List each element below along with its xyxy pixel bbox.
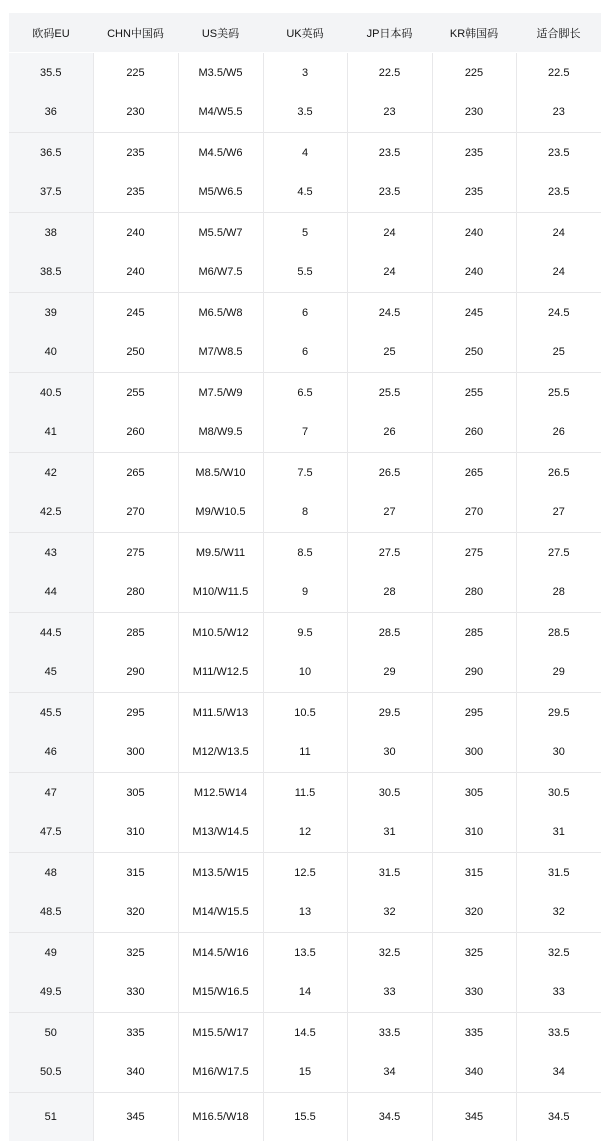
table-row: [9, 173, 601, 213]
cell-chn: 320: [93, 893, 178, 933]
cell-foot-length: 27: [516, 493, 601, 533]
cell-uk: 8: [263, 493, 347, 533]
cell-eu: 43: [9, 533, 93, 573]
cell-eu: 38: [9, 213, 93, 253]
cell-foot-length: 32: [516, 893, 601, 933]
cell-chn: 305: [93, 773, 178, 813]
table-header: [9, 13, 601, 53]
size-table: [9, 13, 601, 1141]
table-row: [9, 53, 601, 93]
cell-eu: 51: [9, 1093, 93, 1141]
cell-jp: 24.5: [347, 293, 432, 333]
cell-us: M13/W14.5: [178, 813, 263, 853]
cell-kr: 315: [432, 853, 516, 893]
cell-kr: 245: [432, 293, 516, 333]
cell-us: M5.5/W7: [178, 213, 263, 253]
cell-chn: 250: [93, 333, 178, 373]
header-kr: KR韩国码: [432, 13, 516, 53]
cell-jp: 28: [347, 573, 432, 613]
cell-jp: 30.5: [347, 773, 432, 813]
cell-foot-length: 33: [516, 973, 601, 1013]
cell-uk: 15.5: [263, 1093, 347, 1141]
header-row: [9, 13, 601, 53]
cell-us: M15/W16.5: [178, 973, 263, 1013]
cell-uk: 6.5: [263, 373, 347, 413]
cell-kr: 295: [432, 693, 516, 733]
cell-jp: 30: [347, 733, 432, 773]
table-row: [9, 933, 601, 973]
table-row: [9, 253, 601, 293]
cell-us: M15.5/W17: [178, 1013, 263, 1053]
cell-uk: 9: [263, 573, 347, 613]
cell-uk: 4: [263, 133, 347, 173]
table-row: [9, 413, 601, 453]
cell-jp: 25: [347, 333, 432, 373]
cell-kr: 225: [432, 53, 516, 93]
cell-eu: 46: [9, 733, 93, 773]
cell-eu: 47: [9, 773, 93, 813]
cell-uk: 12.5: [263, 853, 347, 893]
cell-kr: 320: [432, 893, 516, 933]
cell-kr: 300: [432, 733, 516, 773]
cell-jp: 23.5: [347, 133, 432, 173]
table-row: [9, 613, 601, 653]
table-row: [9, 773, 601, 813]
table-row: [9, 133, 601, 173]
cell-foot-length: 24.5: [516, 293, 601, 333]
cell-foot-length: 31.5: [516, 853, 601, 893]
cell-kr: 290: [432, 653, 516, 693]
cell-uk: 11: [263, 733, 347, 773]
table-row: [9, 533, 601, 573]
cell-foot-length: 29.5: [516, 693, 601, 733]
cell-foot-length: 24: [516, 253, 601, 293]
cell-foot-length: 23: [516, 93, 601, 133]
cell-jp: 24: [347, 253, 432, 293]
cell-kr: 270: [432, 493, 516, 533]
cell-uk: 10: [263, 653, 347, 693]
cell-jp: 33.5: [347, 1013, 432, 1053]
cell-jp: 31: [347, 813, 432, 853]
cell-eu: 42.5: [9, 493, 93, 533]
cell-kr: 230: [432, 93, 516, 133]
header-foot-length: 适合脚长: [516, 13, 601, 53]
cell-chn: 285: [93, 613, 178, 653]
cell-foot-length: 27.5: [516, 533, 601, 573]
cell-uk: 9.5: [263, 613, 347, 653]
cell-eu: 45: [9, 653, 93, 693]
cell-us: M5/W6.5: [178, 173, 263, 213]
cell-eu: 36.5: [9, 133, 93, 173]
cell-kr: 310: [432, 813, 516, 853]
cell-us: M9/W10.5: [178, 493, 263, 533]
cell-jp: 34: [347, 1053, 432, 1093]
cell-us: M14.5/W16: [178, 933, 263, 973]
cell-uk: 4.5: [263, 173, 347, 213]
cell-chn: 265: [93, 453, 178, 493]
cell-us: M3.5/W5: [178, 53, 263, 93]
cell-foot-length: 23.5: [516, 133, 601, 173]
cell-uk: 13.5: [263, 933, 347, 973]
cell-eu: 44.5: [9, 613, 93, 653]
cell-eu: 40: [9, 333, 93, 373]
cell-foot-length: 30: [516, 733, 601, 773]
cell-chn: 280: [93, 573, 178, 613]
table-row: [9, 853, 601, 893]
cell-uk: 6: [263, 293, 347, 333]
cell-jp: 32: [347, 893, 432, 933]
table-row: [9, 693, 601, 733]
cell-chn: 340: [93, 1053, 178, 1093]
cell-eu: 39: [9, 293, 93, 333]
cell-jp: 28.5: [347, 613, 432, 653]
cell-us: M7/W8.5: [178, 333, 263, 373]
cell-uk: 12: [263, 813, 347, 853]
cell-uk: 15: [263, 1053, 347, 1093]
cell-eu: 44: [9, 573, 93, 613]
cell-chn: 230: [93, 93, 178, 133]
cell-jp: 24: [347, 213, 432, 253]
cell-us: M10.5/W12: [178, 613, 263, 653]
cell-kr: 260: [432, 413, 516, 453]
cell-jp: 27.5: [347, 533, 432, 573]
cell-chn: 225: [93, 53, 178, 93]
table-row: [9, 93, 601, 133]
cell-us: M4/W5.5: [178, 93, 263, 133]
table-row: [9, 1053, 601, 1093]
cell-uk: 14: [263, 973, 347, 1013]
cell-kr: 235: [432, 173, 516, 213]
cell-chn: 335: [93, 1013, 178, 1053]
table-row: [9, 1013, 601, 1053]
cell-uk: 3.5: [263, 93, 347, 133]
cell-foot-length: 23.5: [516, 173, 601, 213]
cell-chn: 315: [93, 853, 178, 893]
cell-eu: 45.5: [9, 693, 93, 733]
cell-chn: 270: [93, 493, 178, 533]
cell-uk: 3: [263, 53, 347, 93]
cell-uk: 6: [263, 333, 347, 373]
cell-eu: 48.5: [9, 893, 93, 933]
cell-foot-length: 26.5: [516, 453, 601, 493]
cell-jp: 32.5: [347, 933, 432, 973]
cell-kr: 250: [432, 333, 516, 373]
cell-us: M11/W12.5: [178, 653, 263, 693]
header-chn: CHN中国码: [93, 13, 178, 53]
cell-kr: 265: [432, 453, 516, 493]
cell-eu: 50: [9, 1013, 93, 1053]
table-row: [9, 293, 601, 333]
cell-us: M16.5/W18: [178, 1093, 263, 1141]
table-row: [9, 453, 601, 493]
cell-eu: 38.5: [9, 253, 93, 293]
cell-chn: 255: [93, 373, 178, 413]
table-row: [9, 493, 601, 533]
cell-uk: 14.5: [263, 1013, 347, 1053]
cell-foot-length: 32.5: [516, 933, 601, 973]
cell-jp: 29: [347, 653, 432, 693]
header-jp: JP日本码: [347, 13, 432, 53]
header-uk: UK英码: [263, 13, 347, 53]
cell-kr: 345: [432, 1093, 516, 1141]
cell-chn: 300: [93, 733, 178, 773]
cell-jp: 26.5: [347, 453, 432, 493]
cell-eu: 40.5: [9, 373, 93, 413]
cell-us: M6/W7.5: [178, 253, 263, 293]
table-row: [9, 813, 601, 853]
cell-us: M11.5/W13: [178, 693, 263, 733]
cell-eu: 42: [9, 453, 93, 493]
cell-kr: 255: [432, 373, 516, 413]
cell-eu: 37.5: [9, 173, 93, 213]
cell-us: M12.5W14: [178, 773, 263, 813]
cell-chn: 310: [93, 813, 178, 853]
cell-chn: 275: [93, 533, 178, 573]
cell-uk: 5: [263, 213, 347, 253]
cell-us: M13.5/W15: [178, 853, 263, 893]
cell-jp: 27: [347, 493, 432, 533]
cell-kr: 235: [432, 133, 516, 173]
cell-foot-length: 33.5: [516, 1013, 601, 1053]
cell-us: M7.5/W9: [178, 373, 263, 413]
cell-chn: 245: [93, 293, 178, 333]
cell-us: M4.5/W6: [178, 133, 263, 173]
table-row: [9, 733, 601, 773]
cell-foot-length: 29: [516, 653, 601, 693]
cell-eu: 50.5: [9, 1053, 93, 1093]
table-row: [9, 973, 601, 1013]
cell-eu: 36: [9, 93, 93, 133]
cell-chn: 345: [93, 1093, 178, 1141]
cell-eu: 47.5: [9, 813, 93, 853]
table-row: [9, 573, 601, 613]
cell-chn: 290: [93, 653, 178, 693]
cell-foot-length: 31: [516, 813, 601, 853]
cell-kr: 335: [432, 1013, 516, 1053]
cell-us: M14/W15.5: [178, 893, 263, 933]
cell-kr: 340: [432, 1053, 516, 1093]
cell-jp: 23.5: [347, 173, 432, 213]
size-chart: [9, 13, 601, 1141]
cell-kr: 280: [432, 573, 516, 613]
cell-kr: 285: [432, 613, 516, 653]
table-row: [9, 333, 601, 373]
cell-eu: 48: [9, 853, 93, 893]
cell-jp: 31.5: [347, 853, 432, 893]
cell-us: M12/W13.5: [178, 733, 263, 773]
cell-chn: 235: [93, 173, 178, 213]
cell-jp: 34.5: [347, 1093, 432, 1141]
cell-us: M8/W9.5: [178, 413, 263, 453]
cell-foot-length: 28: [516, 573, 601, 613]
header-eu: 欧码EU: [9, 13, 93, 53]
cell-eu: 49: [9, 933, 93, 973]
cell-eu: 49.5: [9, 973, 93, 1013]
table-row: [9, 213, 601, 253]
cell-kr: 275: [432, 533, 516, 573]
cell-uk: 7: [263, 413, 347, 453]
cell-us: M8.5/W10: [178, 453, 263, 493]
cell-chn: 235: [93, 133, 178, 173]
table-body: [9, 53, 601, 1141]
cell-chn: 240: [93, 213, 178, 253]
cell-jp: 22.5: [347, 53, 432, 93]
cell-uk: 8.5: [263, 533, 347, 573]
table-row: [9, 653, 601, 693]
cell-foot-length: 34: [516, 1053, 601, 1093]
header-us: US美码: [178, 13, 263, 53]
cell-jp: 33: [347, 973, 432, 1013]
cell-us: M6.5/W8: [178, 293, 263, 333]
cell-chn: 295: [93, 693, 178, 733]
cell-uk: 7.5: [263, 453, 347, 493]
cell-us: M9.5/W11: [178, 533, 263, 573]
cell-kr: 305: [432, 773, 516, 813]
table-row: [9, 1093, 601, 1141]
cell-eu: 41: [9, 413, 93, 453]
cell-foot-length: 24: [516, 213, 601, 253]
cell-uk: 5.5: [263, 253, 347, 293]
cell-foot-length: 30.5: [516, 773, 601, 813]
cell-foot-length: 26: [516, 413, 601, 453]
table-row: [9, 373, 601, 413]
cell-kr: 240: [432, 253, 516, 293]
cell-us: M16/W17.5: [178, 1053, 263, 1093]
cell-chn: 330: [93, 973, 178, 1013]
cell-kr: 325: [432, 933, 516, 973]
cell-uk: 11.5: [263, 773, 347, 813]
cell-us: M10/W11.5: [178, 573, 263, 613]
cell-foot-length: 25.5: [516, 373, 601, 413]
cell-kr: 240: [432, 213, 516, 253]
cell-chn: 325: [93, 933, 178, 973]
cell-jp: 29.5: [347, 693, 432, 733]
cell-uk: 13: [263, 893, 347, 933]
cell-jp: 23: [347, 93, 432, 133]
cell-jp: 25.5: [347, 373, 432, 413]
table-row: [9, 893, 601, 933]
cell-chn: 240: [93, 253, 178, 293]
cell-jp: 26: [347, 413, 432, 453]
cell-foot-length: 34.5: [516, 1093, 601, 1141]
cell-eu: 35.5: [9, 53, 93, 93]
cell-foot-length: 22.5: [516, 53, 601, 93]
cell-uk: 10.5: [263, 693, 347, 733]
cell-kr: 330: [432, 973, 516, 1013]
cell-foot-length: 28.5: [516, 613, 601, 653]
cell-foot-length: 25: [516, 333, 601, 373]
cell-chn: 260: [93, 413, 178, 453]
